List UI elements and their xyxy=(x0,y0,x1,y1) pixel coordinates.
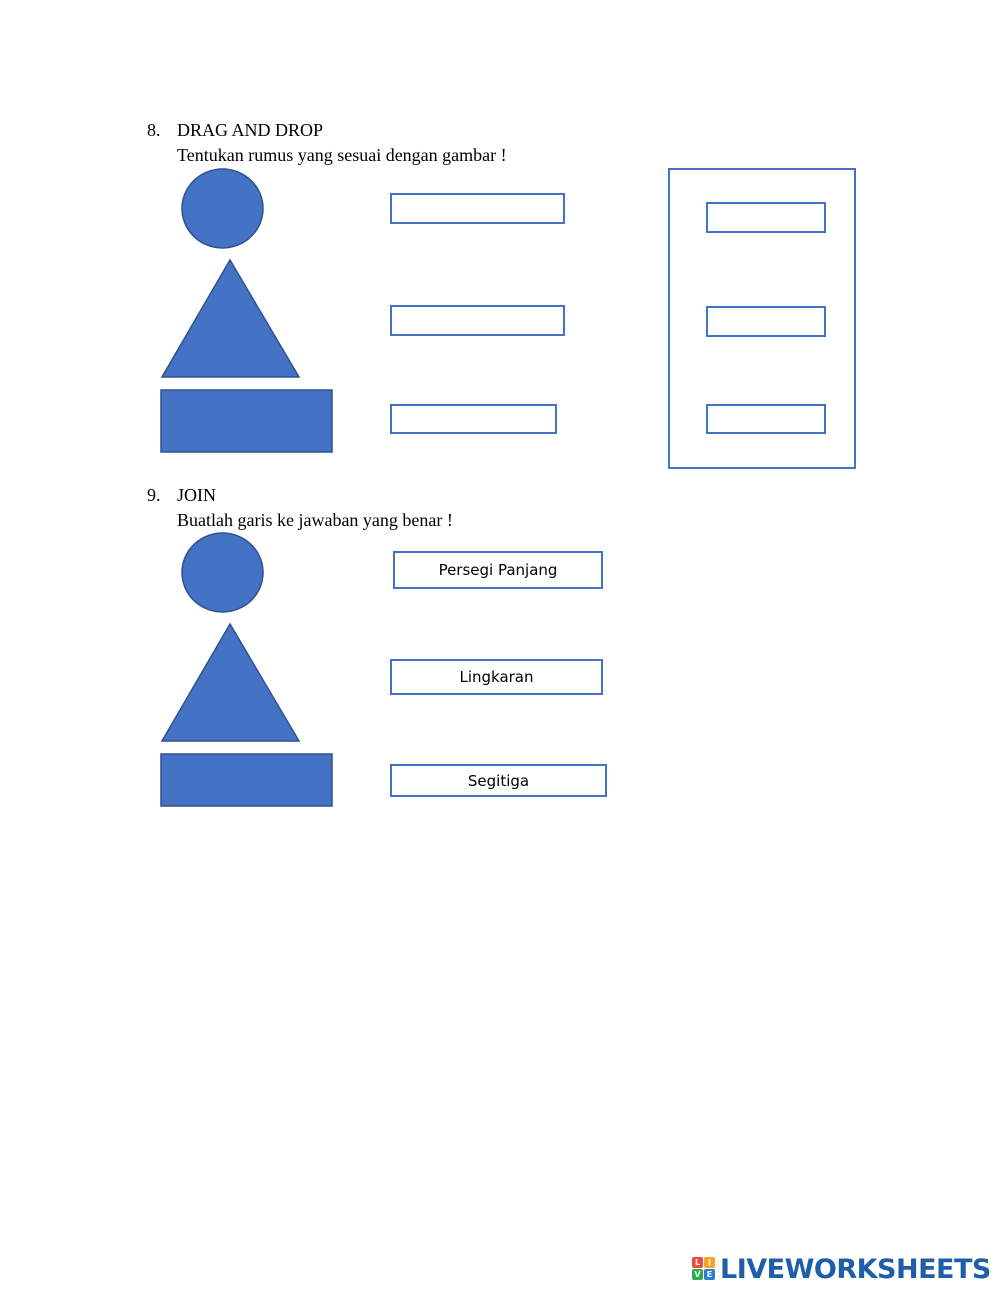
q8-draggable-answer-2[interactable] xyxy=(706,306,826,337)
q9-rectangle-shape[interactable] xyxy=(160,753,334,808)
q9-option-segitiga[interactable]: Segitiga xyxy=(390,764,607,797)
q8-drop-target-circle[interactable] xyxy=(390,193,565,224)
q8-draggable-answer-3[interactable] xyxy=(706,404,826,434)
q8-circle-shape xyxy=(180,168,266,250)
q9-option-persegi-panjang[interactable]: Persegi Panjang xyxy=(393,551,603,589)
liveworksheets-logo-icon: L I V E xyxy=(692,1257,716,1281)
question-9-title: JOIN xyxy=(177,485,216,505)
q9-circle-shape[interactable] xyxy=(180,532,266,614)
q8-draggable-answer-1[interactable] xyxy=(706,202,826,233)
question-9-number: 9. xyxy=(147,485,161,505)
question-8-number: 8. xyxy=(147,120,161,140)
q8-rectangle-shape xyxy=(160,389,334,454)
q8-drop-target-triangle[interactable] xyxy=(390,305,565,336)
question-8-instruction: Tentukan rumus yang sesuai dengan gambar ! xyxy=(177,145,507,165)
q9-triangle-shape[interactable] xyxy=(160,622,302,744)
question-9-instruction: Buatlah garis ke jawaban yang benar ! xyxy=(177,510,453,530)
q9-option-lingkaran[interactable]: Lingkaran xyxy=(390,659,603,695)
question-8-title: DRAG AND DROP xyxy=(177,120,324,140)
q8-drop-target-rectangle[interactable] xyxy=(390,404,557,434)
liveworksheets-logo-text: LIVEWORKSHEETS xyxy=(720,1253,991,1285)
q8-triangle-shape xyxy=(160,258,302,380)
liveworksheets-logo xyxy=(692,1252,991,1286)
